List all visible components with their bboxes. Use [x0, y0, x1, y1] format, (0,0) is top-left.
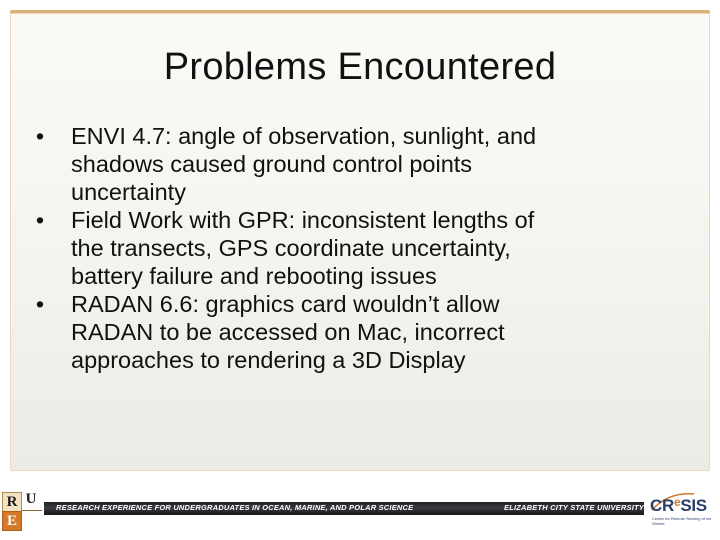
footer-bar [44, 502, 664, 515]
bullet-line: RADAN to be accessed on Mac, incorrect [71, 319, 505, 345]
reu-logo-divider [22, 510, 42, 511]
bullet-marker: • [35, 207, 45, 233]
bullet-line: ENVI 4.7: angle of observation, sunlight, and [71, 123, 537, 149]
reu-logo-r: R [2, 492, 22, 512]
cresis-word-b: SIS [680, 496, 707, 515]
cresis-wordmark [650, 495, 707, 516]
bullet-item-envi [30, 122, 690, 206]
bullet-line: battery failure and rebooting issues [71, 263, 437, 289]
footer-university-text: ELIZABETH CITY STATE UNIVERSITY 2012 [504, 503, 664, 512]
cresis-logo [648, 490, 720, 530]
bullet-line: RADAN 6.6: graphics card wouldn’t allow [71, 291, 500, 317]
bullet-list [30, 122, 690, 374]
bullet-line: Field Work with GPR: inconsistent lengths of [71, 207, 535, 233]
bullet-marker: • [35, 123, 45, 149]
slide-title: Problems Encountered [163, 46, 557, 88]
bullet-marker: • [35, 291, 45, 317]
bullet-item-radan [30, 290, 690, 374]
footer [0, 490, 720, 540]
bullet-line: uncertainty [71, 179, 186, 205]
cresis-subtitle: Center for Remote Sensing of Ice Sheets [652, 516, 712, 526]
cresis-word-a: CR [650, 496, 674, 515]
bullet-line: approaches to rendering a 3D Display [71, 347, 466, 373]
reu-logo-u: U [25, 491, 37, 507]
bullet-item-field-work [30, 206, 690, 290]
bullet-line: shadows caused ground control points [71, 151, 473, 177]
cresis-word-dot: e [673, 495, 681, 509]
reu-logo [0, 490, 46, 530]
bullet-line: the transects, GPS coordinate uncertainty, [71, 235, 511, 261]
reu-logo-e: E [2, 511, 22, 531]
footer-program-text: RESEARCH EXPERIENCE FOR UNDERGRADUATES IN OCEAN, MARINE, AND POLAR SCIENCE [56, 503, 414, 512]
